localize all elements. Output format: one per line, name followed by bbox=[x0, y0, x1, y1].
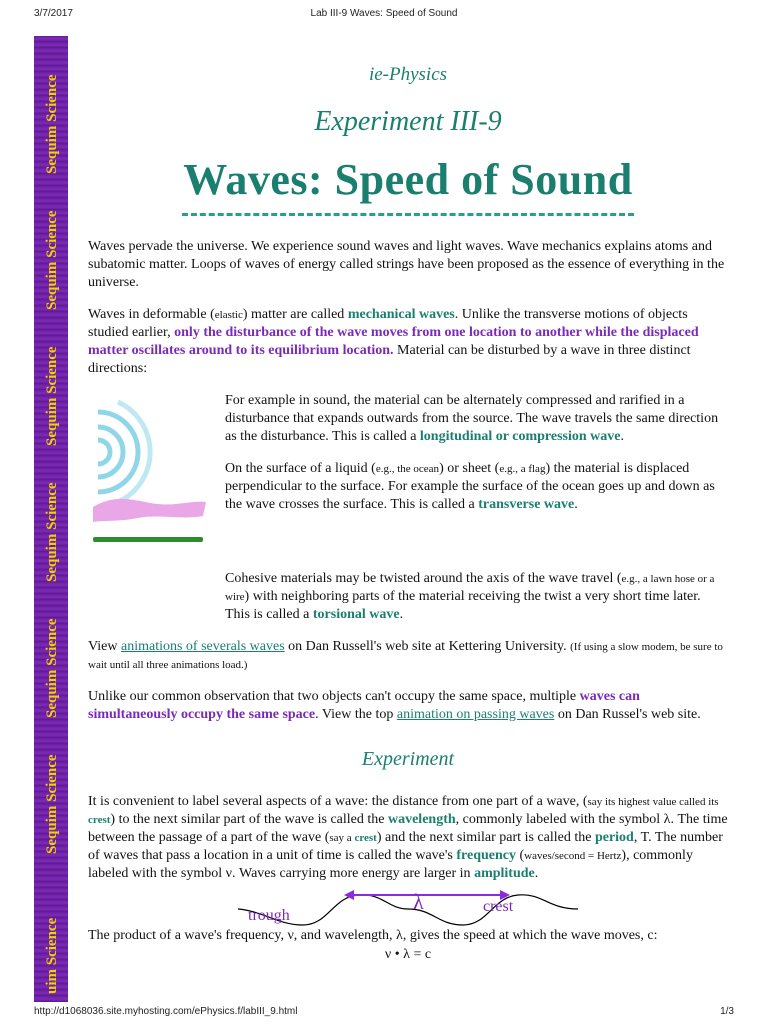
text-run: say a bbox=[329, 832, 355, 844]
trough-label: trough bbox=[248, 907, 290, 924]
print-date: 3/7/2017 bbox=[34, 8, 73, 19]
term-period: period bbox=[594, 830, 634, 845]
wave-types-text bbox=[225, 392, 728, 514]
print-page-number: 1/3 bbox=[720, 1006, 734, 1017]
text-run: ) matter are called bbox=[242, 307, 348, 322]
term-mechanical-waves: mechanical waves bbox=[347, 307, 455, 322]
sidebar-label: Sequim Science bbox=[44, 482, 60, 582]
print-page-title: Lab III-9 Waves: Speed of Sound bbox=[310, 8, 458, 19]
text-run: waves/second = Hertz bbox=[524, 850, 622, 862]
site-title: ie-Physics bbox=[368, 64, 448, 85]
emphasis-superposition: waves can simultaneously occupy the same space bbox=[88, 689, 640, 722]
text-run: Cohesive materials may be twisted around the axis of the wave travel ( bbox=[225, 571, 622, 586]
text-run: say its highest value called its bbox=[587, 796, 719, 808]
text-run: on Dan Russel's web site. bbox=[554, 707, 701, 722]
term-wavelength: wavelength bbox=[387, 812, 456, 827]
text-run: Waves in deformable ( bbox=[88, 307, 215, 322]
text-run: It is convenient to label several aspects of a wave: the distance from one part of a wave, ( bbox=[88, 794, 588, 809]
text-run: . View the top bbox=[315, 707, 397, 722]
wave-types-section bbox=[88, 392, 728, 582]
text-run: ) with neighboring parts of the material receiving the twist a very short time later. This is called a bbox=[225, 589, 701, 622]
text-run: Material can be disturbed by a wave in three distinct directions: bbox=[88, 343, 691, 376]
dashed-divider bbox=[182, 213, 634, 220]
sidebar-label: uim Science bbox=[44, 917, 60, 994]
text-run: On the surface of a liquid ( bbox=[225, 461, 376, 476]
mechanical-waves-paragraph bbox=[88, 306, 728, 378]
term-torsional-wave: torsional wave bbox=[312, 607, 400, 622]
term-frequency: frequency bbox=[456, 848, 516, 863]
page-title: Waves: Speed of Sound bbox=[183, 155, 633, 204]
passing-waves-link[interactable]: animation on passing waves bbox=[396, 707, 555, 722]
text-run: on Dan Russell's web site at Kettering University. bbox=[284, 639, 571, 654]
lambda-label: λ bbox=[413, 889, 424, 914]
text-run: For example in sound, the material can be alternately compressed and rarified in a disturbance that expands outwards from the source. The wave travels the same direction as the disturbance. This is called a bbox=[225, 393, 719, 444]
longitudinal-paragraph bbox=[225, 392, 728, 446]
print-footer bbox=[0, 1002, 768, 1024]
term-crest: crest bbox=[88, 814, 111, 826]
wave-illustration-image bbox=[88, 392, 208, 552]
animations-link[interactable]: animations of severals waves bbox=[120, 639, 285, 654]
text-run: ), commonly labeled with the symbol ν. Waves carrying more energy are larger in bbox=[88, 848, 693, 881]
text-run: ) the material is displaced perpendicular to the surface. For example the surface of the ocean goes up and down as the wave crosses the surface. This is called a bbox=[225, 461, 715, 512]
superposition-paragraph bbox=[88, 688, 728, 724]
print-url: http://d1068036.site.myhosting.com/ePhysics.f/labIII_9.html bbox=[34, 1006, 298, 1017]
text-run: e.g., a lawn hose or a wire bbox=[225, 573, 715, 603]
sidebar-label: Sequim Science bbox=[44, 210, 60, 310]
wavelength-diagram bbox=[88, 887, 728, 927]
sidebar-label: Sequim Science bbox=[44, 754, 60, 854]
sidebar-label: Sequim Science bbox=[44, 74, 60, 174]
text-run: ) or sheet ( bbox=[439, 461, 500, 476]
page-content bbox=[88, 36, 728, 963]
text-run: ( bbox=[516, 848, 525, 863]
text-run: , commonly labeled with the symbol λ. The time between the passage of a part of the wave ( bbox=[88, 812, 728, 845]
text-run: . bbox=[574, 497, 578, 512]
text-run: . Unlike the transverse motions of objects studied earlier, bbox=[88, 307, 688, 340]
text-run: , T. The number of waves that pass a location in a unit of time is called the wave's bbox=[88, 830, 723, 863]
sidebar-label: Sequim Science bbox=[44, 618, 60, 718]
wave-aspects-paragraph bbox=[88, 793, 728, 883]
text-run: ) and the next similar part is called the bbox=[376, 830, 595, 845]
slow-modem-note: (If using a slow modem, be sure to wait until all three animations load.) bbox=[88, 641, 723, 671]
text-run: . bbox=[399, 607, 404, 622]
text-run: e.g., a flag bbox=[499, 463, 546, 475]
text-run: Unlike our common observation that two objects can't occupy the same space, multiple bbox=[88, 689, 580, 704]
sidebar-text-art bbox=[34, 36, 68, 1002]
view-animations-paragraph bbox=[88, 638, 728, 674]
experiment-heading: Experiment bbox=[361, 748, 455, 770]
text-run: . bbox=[534, 866, 539, 881]
sequim-science-sidebar bbox=[34, 36, 68, 1002]
intro-paragraph: Waves pervade the universe. We experience sound waves and light waves. Wave mechanics explains atoms and subatomic matter. Loops of waves of energy called strings have been proposed as the essence of everything in the universe. bbox=[88, 239, 725, 290]
transverse-paragraph bbox=[225, 460, 728, 514]
print-header bbox=[0, 0, 768, 22]
text-run: elastic bbox=[214, 309, 243, 321]
term-amplitude: amplitude bbox=[474, 866, 535, 881]
text-run: e.g., the ocean bbox=[375, 463, 440, 475]
term-transverse-wave: transverse wave bbox=[478, 497, 575, 512]
sidebar-label: Sequim Science bbox=[44, 346, 60, 446]
wave-speed-equation: ν • λ = c bbox=[384, 947, 432, 962]
experiment-number: Experiment III-9 bbox=[314, 106, 502, 137]
text-run: View bbox=[88, 639, 121, 654]
text-run: ) to the next similar part of the wave is called the bbox=[110, 812, 388, 827]
term-crest: crest bbox=[354, 832, 377, 844]
text-run: . bbox=[620, 429, 624, 444]
wavelength-svg bbox=[88, 887, 728, 927]
wave-speed-paragraph: The product of a wave's frequency, ν, and wavelength, λ, gives the speed at which the wave moves, c: bbox=[88, 928, 658, 943]
crest-label: crest bbox=[483, 898, 514, 915]
term-longitudinal-wave: longitudinal or compression wave bbox=[419, 429, 621, 444]
emphasis-disturbance: only the disturbance of the wave moves from one location to another while the displaced matter oscillates around to its equilibrium location. bbox=[88, 325, 699, 358]
